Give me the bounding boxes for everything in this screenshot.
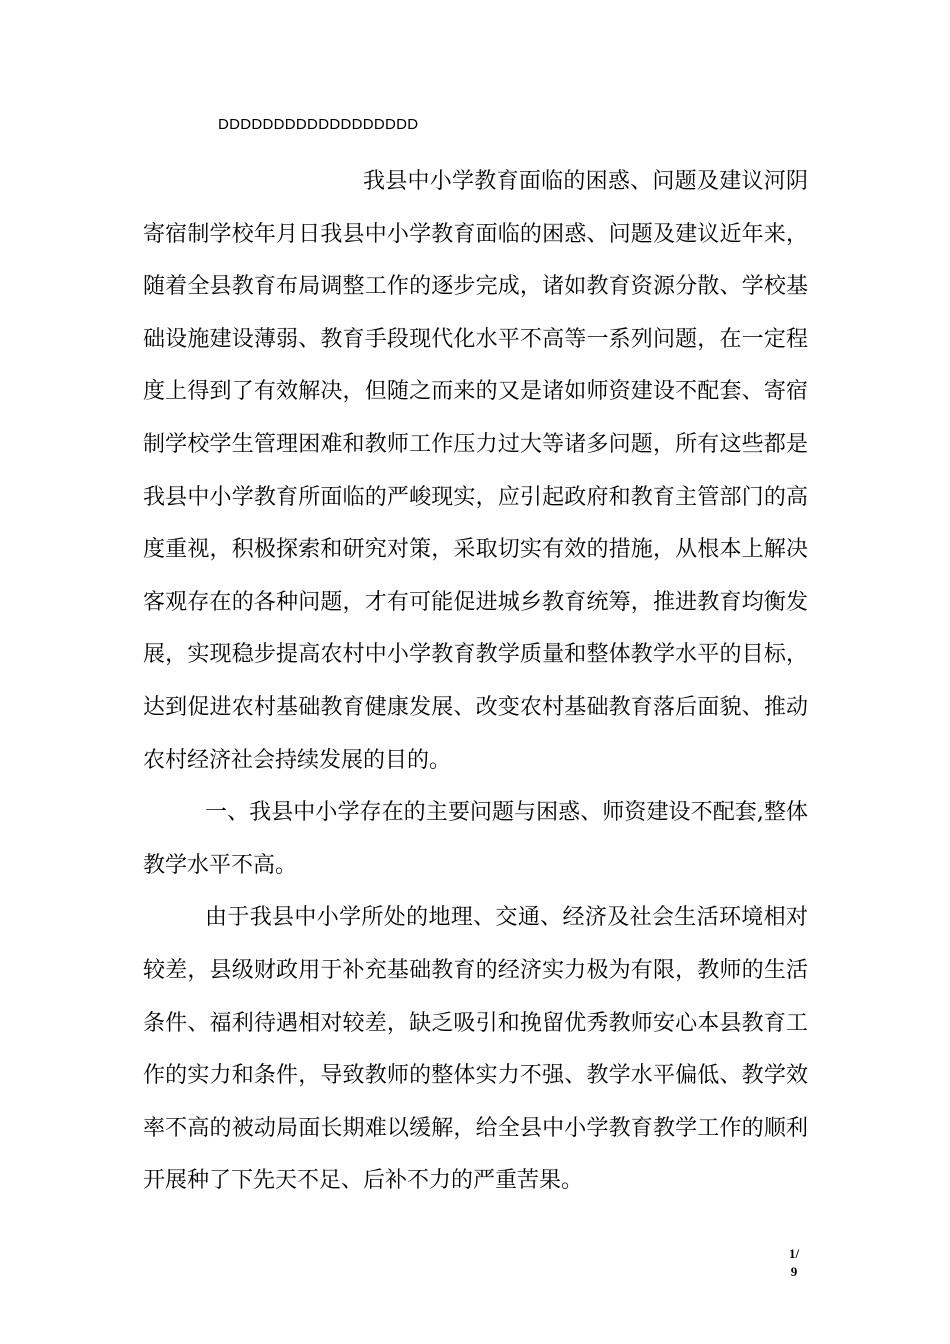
page-number-total: 9 [790,1264,798,1279]
paragraph-section-heading: 一、我县中小学存在的主要问题与困惑、师资建设不配套,整体教学水平不高。 [143,800,808,878]
paragraph-intro: 我县中小学教育面临的困惑、问题及建议河阴寄宿制学校年月日我县中小学教育面临的困惑、问题及建议近年来，随着全县教育布局调整工作的逐步完成，诸如教育资源分散、学校基础设施建设薄弱、教育手段现代化水平不高等一系列问题，在一定程度上得到了有效解决，但随之而来的又是诸如师资建设不配套、寄宿制学校学生管理困难和教师工作压力过大等诸多问题，所有这些都是我县中小学教育所面临的严峻现实，应引起政府和教育主管部门的高度重视，积极探索和研究对策，采取切实有效的措施，从根本上解决客观存在的各种问题，才有可能促进城乡教育统筹，推进教育均衡发展，实现稳步提高农村中小学教育教学质量和整体教学水平的目标，达到促进农村基础教育健康发展、改变农村基础教育落后面貌、推动农村经济社会持续发展的目的。 [143,169,808,773]
page-header: DDDDDDDDDDDDDDDDDD [218,116,419,133]
document-body [143,156,808,1208]
page-number-current: 1/ [788,1246,800,1261]
paragraph-body: 由于我县中小学所处的地理、交通、经济及社会生活环境相对较差，县级财政用于补充基础教育的经济实力极为有限，教师的生活条件、福利待遇相对较差，缺乏吸引和挽留优秀教师安心本县教育工作的实力和条件，导致教师的整体实力不强、教学水平偏低、教学效率不高的被动局面长期难以缓解，给全县中小学教育教学工作的顺利开展种了下先天不足、后补不力的严重苦果。 [143,905,808,1194]
page-number [784,1245,804,1281]
